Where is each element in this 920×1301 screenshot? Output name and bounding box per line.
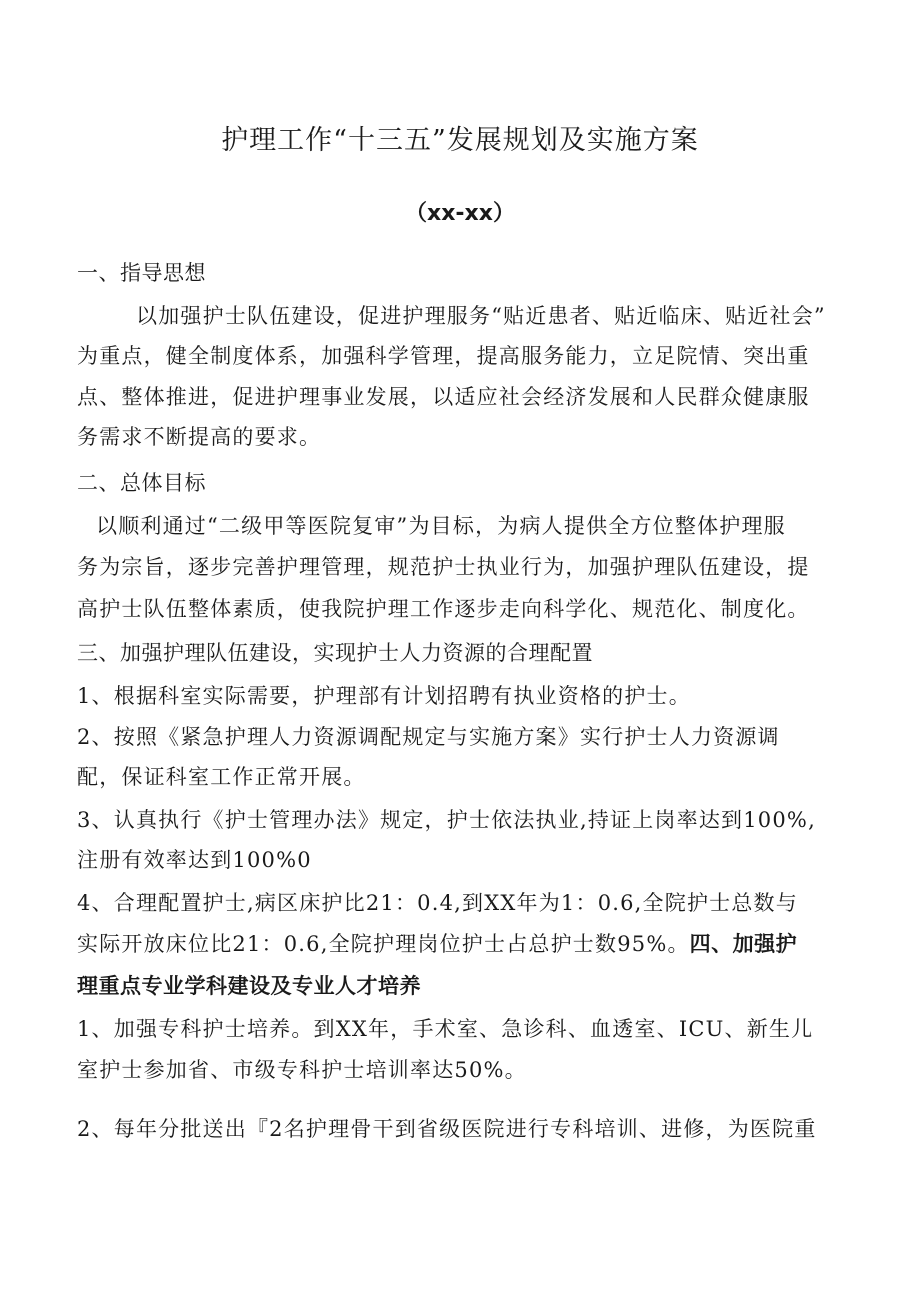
- list-item-continuation: 配，保证科室工作正常开展。: [77, 765, 366, 789]
- document-title: 护理工作“十三五”发展规划及实施方案: [221, 125, 699, 156]
- paragraph-line: 为重点，健全制度体系，加强科学管理，提高服务能力，立足院情、突出重: [77, 344, 810, 368]
- list-item: 1、根据科室实际需要，护理部有计划招聘有执业资格的护士。: [77, 684, 691, 708]
- paragraph-line: 以加强护士队伍建设，促进护理服务“贴近患者、贴近临床、贴近社会”: [136, 304, 826, 328]
- list-item: 2、每年分批送出『2名护理骨干到省级医院进行专科培训、进修，为医院重: [77, 1117, 817, 1141]
- document-subtitle: （xx-xx）: [405, 201, 515, 226]
- section-heading-guiding-ideology: 一、指导思想: [77, 261, 206, 285]
- list-item-text: 实际开放床位比21：0.6,全院护理岗位护士占总护士数95%。: [77, 932, 690, 956]
- list-item: 3、认真执行《护士管理办法》规定，护士依法执业,持证上岗率达到100%,: [77, 808, 816, 832]
- paragraph-line: 点、整体推进，促进护理事业发展，以适应社会经济发展和人民群众健康服: [77, 385, 810, 409]
- section-heading-nursing-team: 三、加强护理队伍建设，实现护士人力资源的合理配置: [77, 641, 593, 665]
- list-item: 1、加强专科护士培养。到XX年，手术室、急诊科、血透室、ICU、新生儿: [77, 1017, 814, 1041]
- list-item-continuation: 注册有效率达到100%0: [77, 848, 312, 872]
- list-item-continuation: [77, 929, 797, 959]
- list-item-continuation: 室护士参加省、市级专科护士培训率达50%。: [77, 1058, 527, 1082]
- paragraph-line: 以顺利通过“二级甲等医院复审”为目标，为病人提供全方位整体护理服: [96, 514, 786, 538]
- paragraph-line: 高护士队伍整体素质，使我院护理工作逐步走向科学化、规范化、制度化。: [77, 597, 810, 621]
- list-item: 2、按照《紧急护理人力资源调配规定与实施方案》实行护士人力资源调: [77, 725, 780, 749]
- paragraph-line: 务为宗旨，逐步完善护理管理，规范护士执业行为，加强护理队伍建设，提: [77, 555, 810, 579]
- section-heading-specialty-part1: 四、加强护: [689, 932, 798, 956]
- list-item: 4、合理配置护士,病区床护比21：0.4,到XX年为1：0.6,全院护士总数与: [77, 891, 798, 915]
- section-heading-specialty-part2: 理重点专业学科建设及专业人才培养: [77, 974, 421, 998]
- section-heading-overall-goal: 二、总体目标: [77, 471, 206, 495]
- paragraph-line: 务需求不断提高的要求。: [77, 425, 322, 449]
